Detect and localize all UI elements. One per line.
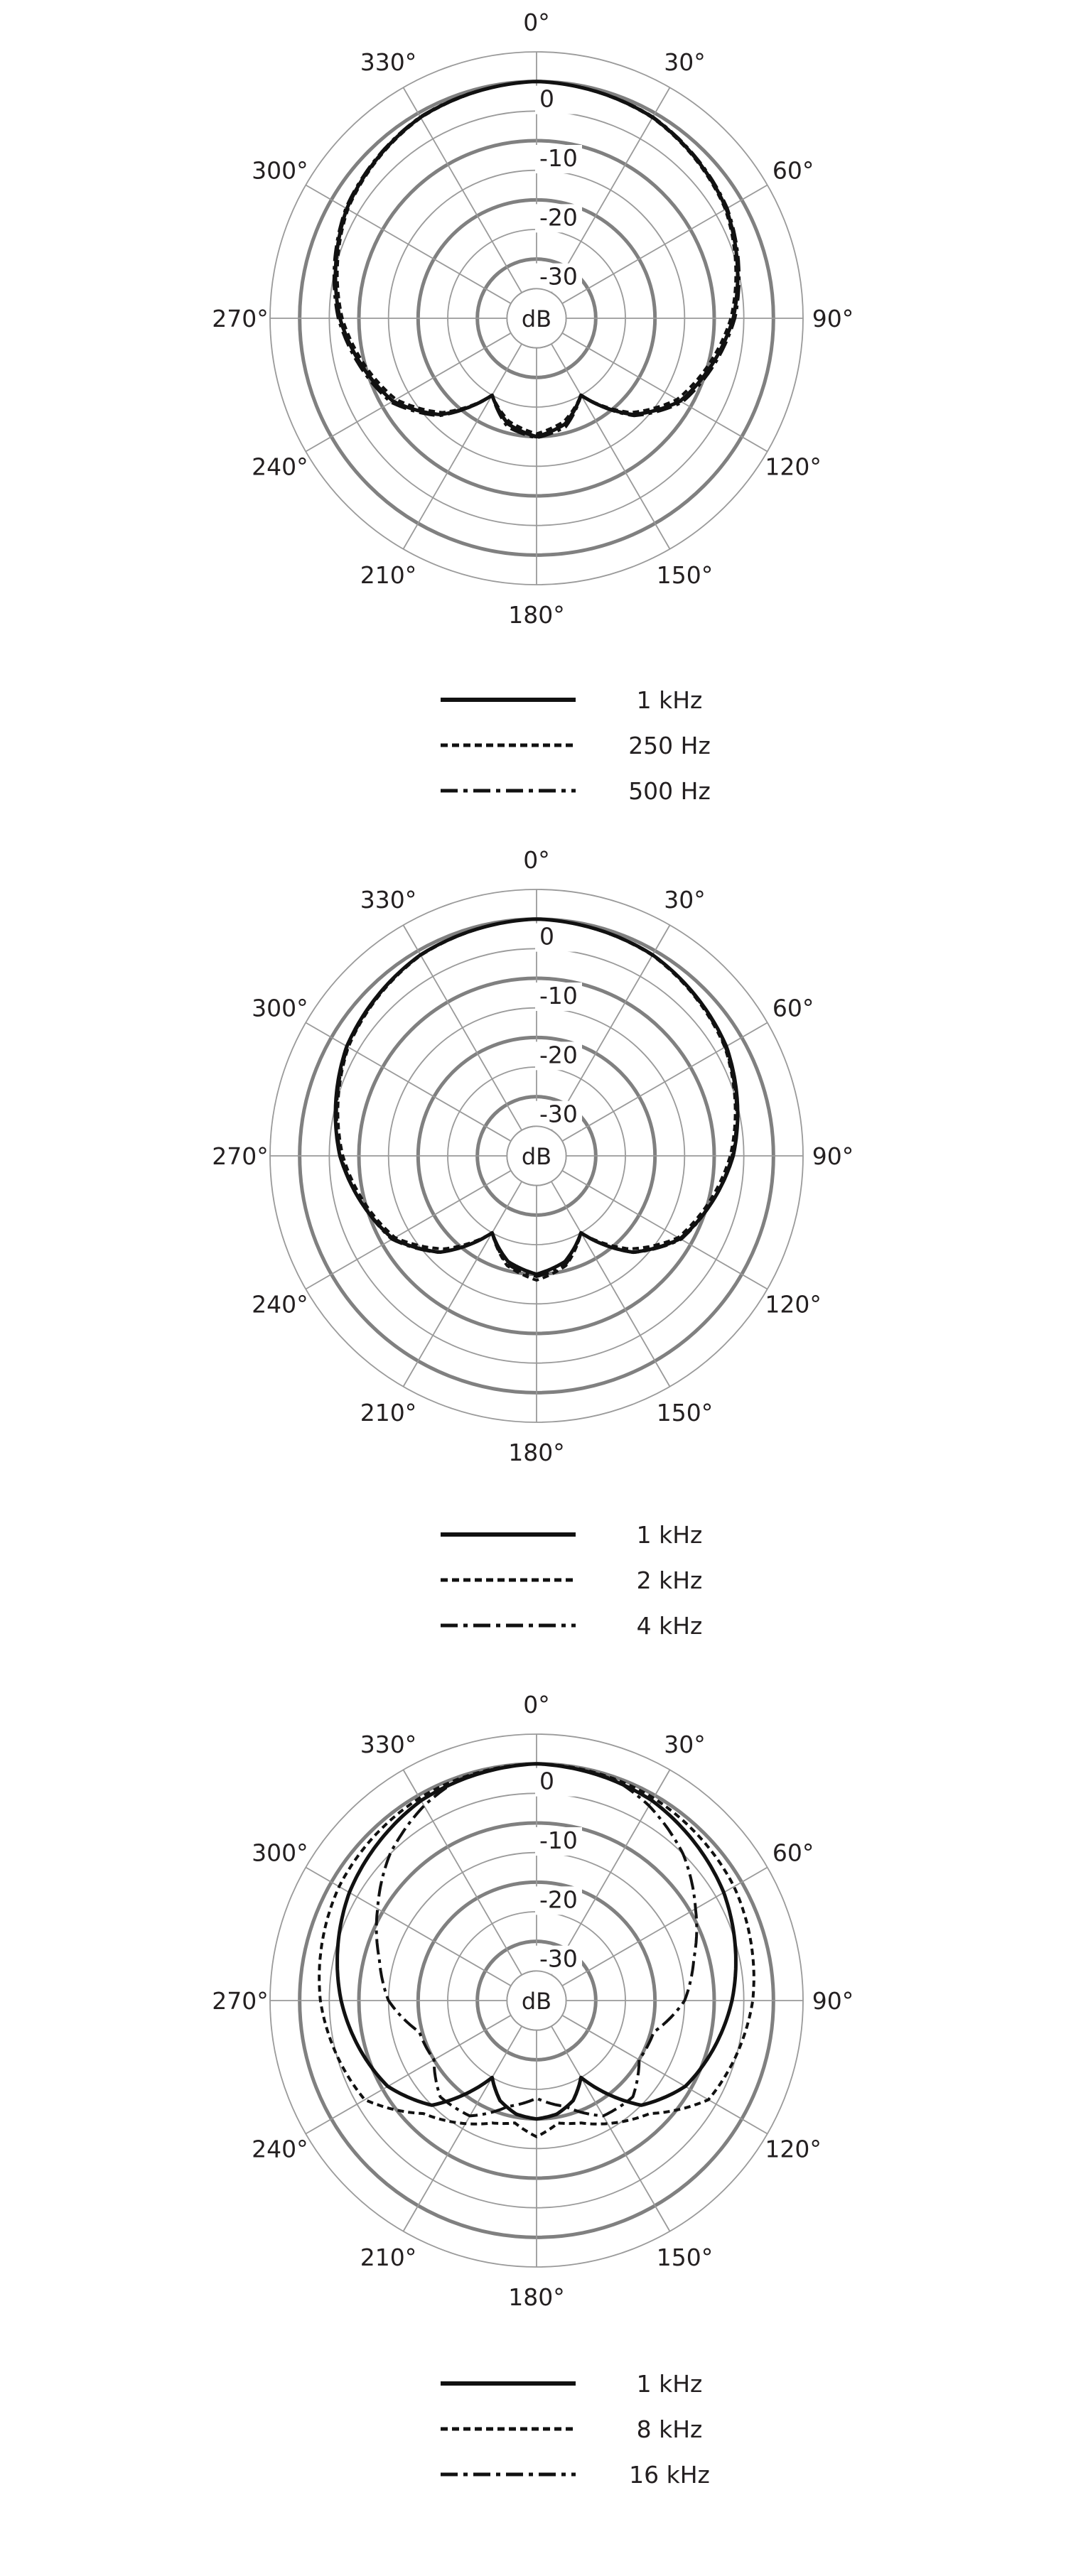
angle-label: 120° xyxy=(765,2135,822,2163)
angle-label: 120° xyxy=(765,1290,822,1319)
angle-label: 180° xyxy=(508,601,565,629)
angle-label: 0° xyxy=(523,1691,550,1719)
grid-spoke xyxy=(306,2015,511,2134)
angle-label: 0° xyxy=(523,846,550,874)
angle-label: 270° xyxy=(212,1142,269,1170)
grid-spoke xyxy=(562,1171,768,1289)
legend-label: 1 kHz xyxy=(636,1521,703,1549)
angle-label: 90° xyxy=(812,1142,854,1170)
legend xyxy=(441,686,711,805)
grid-spoke xyxy=(551,344,670,549)
radial-tick-label: -30 xyxy=(539,262,578,291)
angle-label: 180° xyxy=(508,1439,565,1466)
radial-tick-label: 0 xyxy=(539,1767,554,1795)
grid-spoke xyxy=(562,2015,768,2134)
angle-label: 270° xyxy=(212,1987,269,2015)
unit-label: dB xyxy=(521,1143,552,1170)
angle-label: 150° xyxy=(656,561,714,590)
angle-label: 60° xyxy=(772,1839,814,1867)
angle-label: 90° xyxy=(812,305,854,332)
polar-chart-1 xyxy=(212,9,854,805)
angle-label: 210° xyxy=(360,2244,417,2272)
angle-label: 60° xyxy=(772,994,814,1022)
legend-label: 1 kHz xyxy=(636,686,703,714)
angle-label: 120° xyxy=(765,453,822,481)
polar-chart-3 xyxy=(212,1691,854,2489)
polar-chart-2 xyxy=(212,846,854,1640)
angle-label: 330° xyxy=(360,1730,417,1758)
radial-tick-label: -20 xyxy=(539,203,578,232)
radial-tick-label: 0 xyxy=(539,85,554,113)
radial-tick-label: -10 xyxy=(539,144,578,172)
radial-tick-label: -30 xyxy=(539,1944,578,1973)
grid-spoke xyxy=(562,333,768,452)
angle-label: 180° xyxy=(508,2283,565,2311)
angle-label: 0° xyxy=(523,9,550,36)
grid-spoke xyxy=(306,333,511,452)
angle-label: 240° xyxy=(252,453,308,481)
angle-label: 300° xyxy=(252,156,308,185)
radial-tick-label: -20 xyxy=(539,1885,578,1914)
radial-tick-label: -20 xyxy=(539,1041,578,1069)
angle-label: 300° xyxy=(252,1839,308,1867)
legend xyxy=(441,2370,710,2489)
angle-label: 330° xyxy=(360,48,417,76)
legend xyxy=(441,1521,702,1640)
radial-tick-label: -10 xyxy=(539,1827,578,1854)
angle-label: 30° xyxy=(664,885,706,914)
angle-label: 30° xyxy=(664,48,706,76)
legend-label: 500 Hz xyxy=(628,777,711,805)
grid-spoke xyxy=(404,2026,522,2231)
radial-tick-label: 0 xyxy=(539,922,554,951)
angle-label: 30° xyxy=(664,1730,706,1758)
grid-spoke xyxy=(404,1181,522,1387)
legend-label: 250 Hz xyxy=(628,732,711,759)
angle-label: 90° xyxy=(812,1987,854,2015)
angle-label: 210° xyxy=(360,1399,417,1427)
angle-label: 150° xyxy=(656,2244,714,2272)
grid-spoke xyxy=(306,1171,511,1289)
radial-tick-label: -30 xyxy=(539,1100,578,1128)
radial-tick-label: -10 xyxy=(539,982,578,1010)
grid-spoke xyxy=(551,2026,670,2231)
angle-label: 150° xyxy=(656,1399,714,1427)
angle-label: 270° xyxy=(212,305,269,332)
grid-spoke xyxy=(551,1181,670,1387)
grid-spoke xyxy=(404,344,522,549)
legend-label: 16 kHz xyxy=(629,2461,710,2489)
angle-label: 60° xyxy=(772,156,814,185)
angle-label: 240° xyxy=(252,1290,308,1319)
unit-label: dB xyxy=(521,1988,552,2015)
angle-label: 330° xyxy=(360,885,417,914)
legend-label: 4 kHz xyxy=(636,1612,703,1640)
angle-label: 240° xyxy=(252,2135,308,2163)
legend-label: 8 kHz xyxy=(636,2415,703,2443)
angle-label: 300° xyxy=(252,994,308,1022)
unit-label: dB xyxy=(521,305,552,332)
legend-label: 1 kHz xyxy=(636,2370,703,2398)
angle-label: 210° xyxy=(360,561,417,590)
legend-label: 2 kHz xyxy=(636,1566,703,1594)
